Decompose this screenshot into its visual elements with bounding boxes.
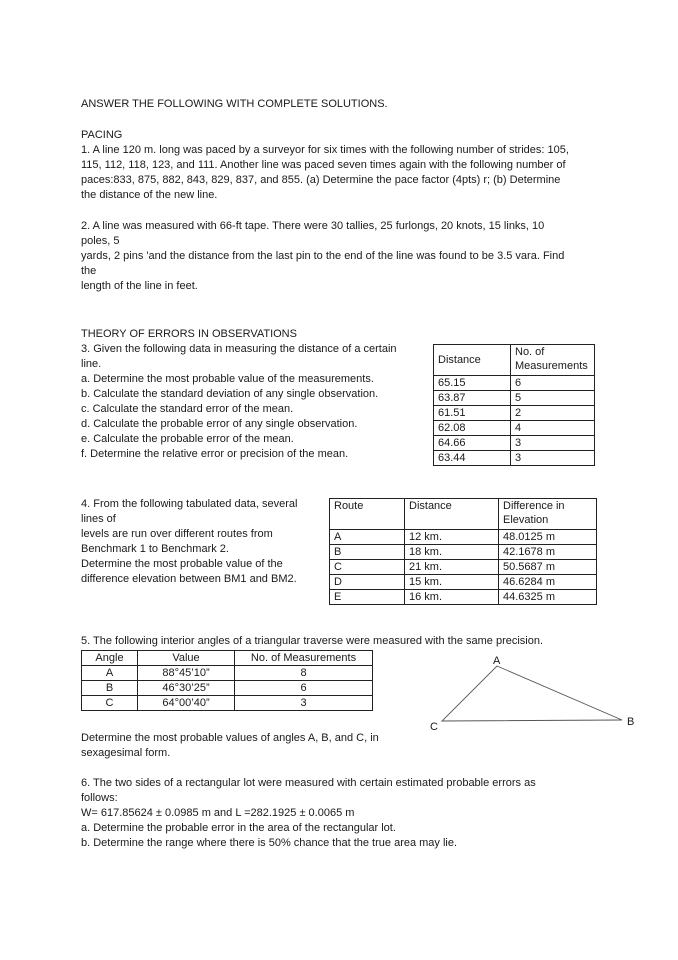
question-3-line: 3. Given the following data in measuring the distance of a certain <box>81 343 397 355</box>
question-6-line: W= 617.85624 ± 0.0985 m and L =282.1925 ± 0.0065 m <box>81 807 355 819</box>
question-2-line: the <box>81 265 97 277</box>
table-cell: D <box>330 575 405 590</box>
table-row <box>434 451 595 466</box>
table-cell: 12 km. <box>405 530 499 545</box>
table-cell: 3 <box>235 696 373 711</box>
question-1-line: the distance of the new line. <box>81 189 218 201</box>
page-heading: ANSWER THE FOLLOWING WITH COMPLETE SOLUTIONS. <box>81 98 388 110</box>
question-6-line: a. Determine the probable error in the area of the rectangular lot. <box>81 822 396 834</box>
table-cell: A <box>82 666 138 681</box>
table-cell: 61.51 <box>434 406 511 421</box>
table-cell: B <box>330 545 405 560</box>
table-cell: 5 <box>511 391 595 406</box>
table-cell: 64°00’40” <box>138 696 235 711</box>
table-header-cell: Distance <box>405 499 499 530</box>
question-5-task-line: Determine the most probable values of angles A, B, and C, in <box>81 732 379 744</box>
question-3-line: line. <box>81 358 102 370</box>
question-4 <box>81 497 297 587</box>
table-cell: 50.5687 m <box>499 560 597 575</box>
table-cell: A <box>330 530 405 545</box>
table-cell: 46.6284 m <box>499 575 597 590</box>
routes-table <box>329 498 597 605</box>
question-3-line: d. Calculate the probable error of any single observation. <box>81 418 358 430</box>
question-2-line: yards, 2 pins 'and the distance from the last pin to the end of the line was found to be 3.5 vara. Find <box>81 250 565 262</box>
table-row <box>434 436 595 451</box>
triangle-shape <box>442 666 622 721</box>
table-cell: 2 <box>511 406 595 421</box>
table-header-cell: Value <box>138 651 235 666</box>
table-row <box>330 590 597 605</box>
table-cell: 65.15 <box>434 376 511 391</box>
question-4-line: lines of <box>81 513 116 525</box>
table-cell: 21 km. <box>405 560 499 575</box>
table-cell: 3 <box>511 451 595 466</box>
table-cell: 6 <box>511 376 595 391</box>
question-2-line: poles, 5 <box>81 235 120 247</box>
table-cell: E <box>330 590 405 605</box>
table-cell: 63.87 <box>434 391 511 406</box>
question-6 <box>81 776 536 851</box>
table-row <box>434 421 595 436</box>
table-cell: C <box>330 560 405 575</box>
table-row <box>82 681 373 696</box>
table-cell: 6 <box>235 681 373 696</box>
triangle-diagram <box>420 652 640 734</box>
question-4-line: Benchmark 1 to Benchmark 2. <box>81 543 229 555</box>
question-5-task-line: sexagesimal form. <box>81 747 171 759</box>
question-4-line: difference elevation between BM1 and BM2. <box>81 573 297 585</box>
question-3-line: f. Determine the relative error or precision of the mean. <box>81 448 349 460</box>
table-cell: 46°30’25” <box>138 681 235 696</box>
question-1-line: 115, 112, 118, 123, and 111. Another line was paced seven times again with the following number of <box>81 159 566 171</box>
question-4-line: 4. From the following tabulated data, several <box>81 498 298 510</box>
question-2-line: length of the line in feet. <box>81 280 198 292</box>
table-header-row <box>82 651 373 666</box>
question-6-line: follows: <box>81 792 118 804</box>
table-header-row <box>330 499 597 530</box>
question-4-line: Determine the most probable value of the <box>81 558 283 570</box>
section-title-errors: THEORY OF ERRORS IN OBSERVATIONS <box>81 328 297 340</box>
question-6-line: b. Determine the range where there is 50% chance that the true area may lie. <box>81 837 458 849</box>
table-row <box>434 376 595 391</box>
table-cell: 16 km. <box>405 590 499 605</box>
table-row <box>82 666 373 681</box>
question-1 <box>81 143 569 203</box>
table-header-cell: No. of Measurements <box>235 651 373 666</box>
table-header-row <box>434 345 595 376</box>
table-cell: C <box>82 696 138 711</box>
question-3-line: e. Calculate the probable error of the mean. <box>81 433 294 445</box>
question-1-line: 1. A line 120 m. long was paced by a surveyor for six times with the following number of strides: 105, <box>81 144 569 156</box>
section-title-pacing: PACING <box>81 129 123 141</box>
question-3-line: a. Determine the most probable value of the measurements. <box>81 373 374 385</box>
question-2 <box>81 219 564 294</box>
table-row <box>330 545 597 560</box>
table-cell: 88°45’10” <box>138 666 235 681</box>
table-cell: 62.08 <box>434 421 511 436</box>
question-5-task <box>81 731 379 761</box>
table-row <box>82 696 373 711</box>
vertex-label-a: A <box>493 655 501 667</box>
table-row <box>434 406 595 421</box>
table-header-cell: Route <box>330 499 405 530</box>
table-header-cell: Angle <box>82 651 138 666</box>
table-cell: 18 km. <box>405 545 499 560</box>
table-cell: 63.44 <box>434 451 511 466</box>
table-row <box>434 391 595 406</box>
question-3-line: b. Calculate the standard deviation of any single observation. <box>81 388 379 400</box>
vertex-label-b: B <box>627 716 635 728</box>
question-6-line: 6. The two sides of a rectangular lot were measured with certain estimated probable errors as <box>81 777 536 789</box>
question-3 <box>81 342 397 462</box>
angles-table <box>81 650 373 711</box>
table-row <box>330 530 597 545</box>
distance-table <box>433 344 595 466</box>
question-5-intro: 5. The following interior angles of a triangular traverse were measured with the same precision. <box>81 635 544 647</box>
table-cell: 48.0125 m <box>499 530 597 545</box>
vertex-label-c: C <box>430 721 438 733</box>
table-cell: 64.66 <box>434 436 511 451</box>
table-cell: 8 <box>235 666 373 681</box>
table-cell: 42.1678 m <box>499 545 597 560</box>
table-header-cell: Distance <box>434 345 511 376</box>
table-cell: 4 <box>511 421 595 436</box>
question-2-line: 2. A line was measured with 66-ft tape. There were 30 tallies, 25 furlongs, 20 knots, 15 links, 10 <box>81 220 545 232</box>
question-3-line: c. Calculate the standard error of the mean. <box>81 403 294 415</box>
table-cell: 44.6325 m <box>499 590 597 605</box>
question-1-line: paces:833, 875, 882, 843, 829, 837, and 855. (a) Determine the pace factor (4pts) r; (b) Determine <box>81 174 561 186</box>
table-cell: 3 <box>511 436 595 451</box>
table-header-cell: No. of Measurements <box>511 345 595 376</box>
question-4-line: levels are run over different routes from <box>81 528 273 540</box>
table-cell: 15 km. <box>405 575 499 590</box>
table-row <box>330 575 597 590</box>
table-header-cell: Difference in Elevation <box>499 499 597 530</box>
table-cell: B <box>82 681 138 696</box>
table-row <box>330 560 597 575</box>
